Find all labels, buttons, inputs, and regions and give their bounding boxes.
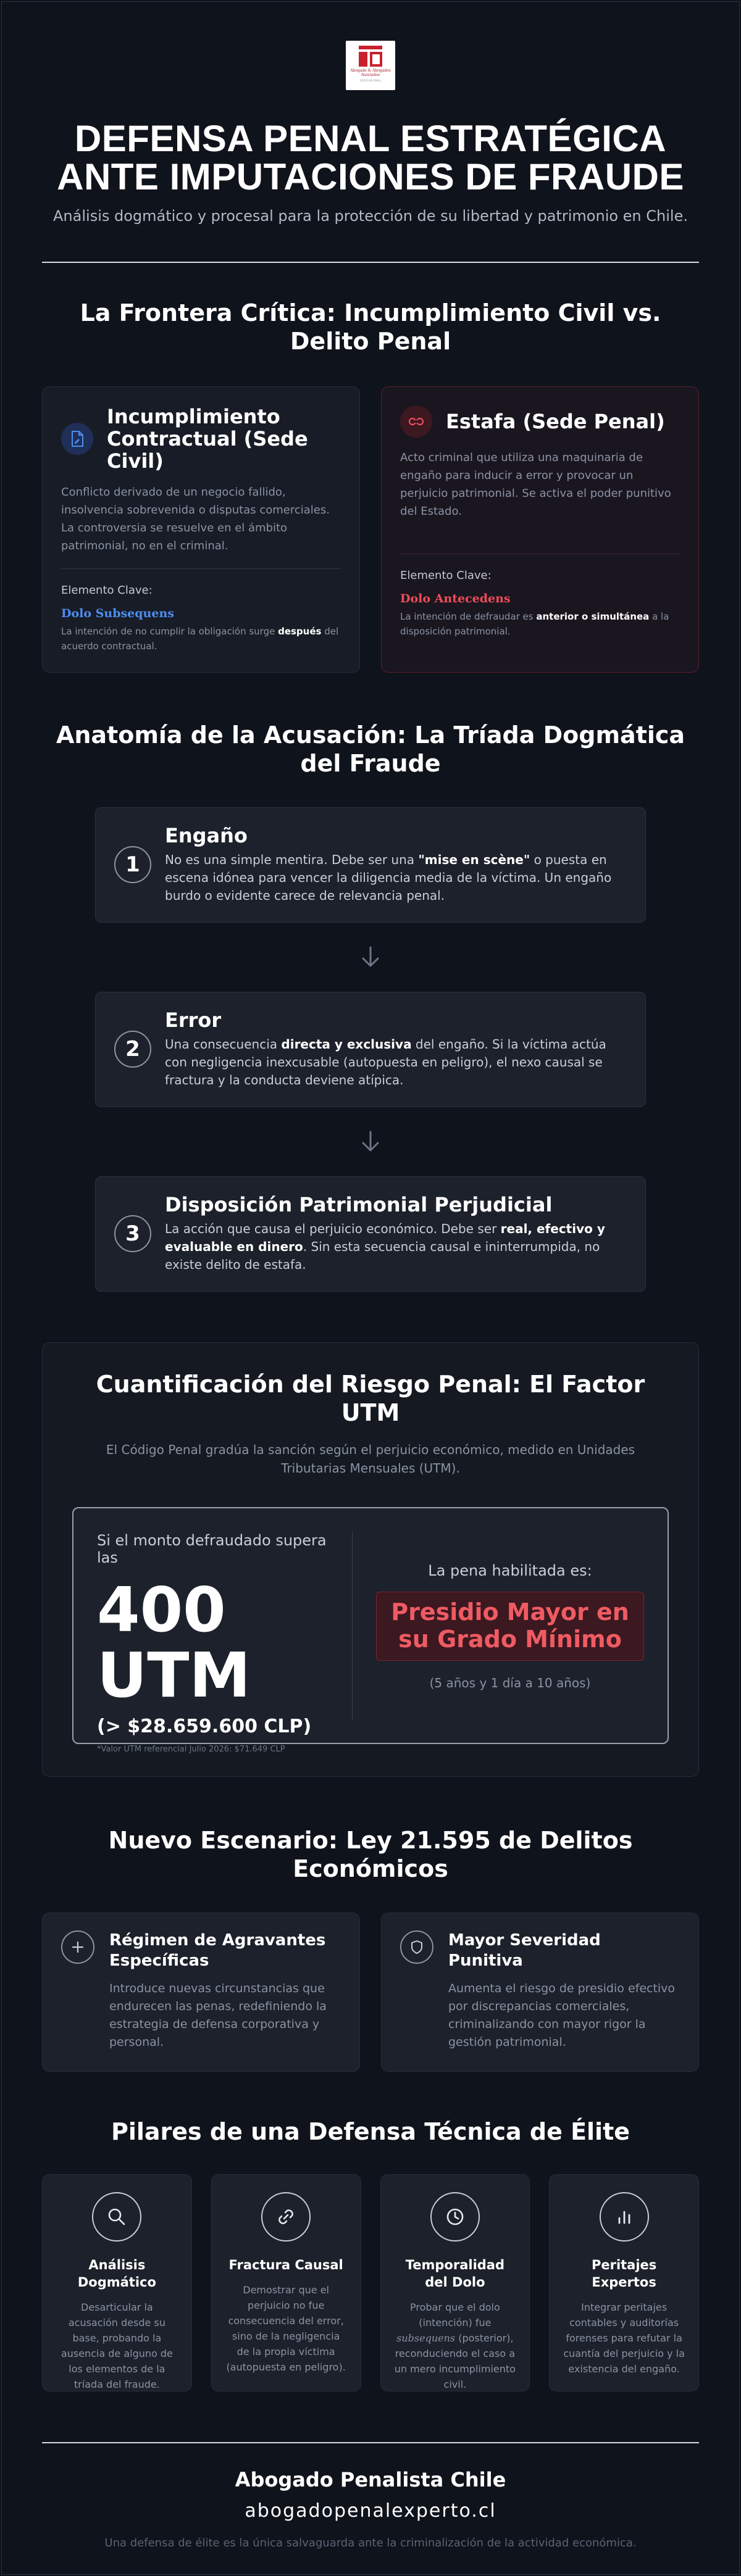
pillar-fractura [211,2174,361,2391]
page-subtitle: Análisis dogmático y procesal para la protección de su libertad y patrimonio en Chile. [53,207,688,225]
frontier-cards [42,386,699,673]
shield-icon [400,1930,433,1964]
civil-key-name: Dolo Subsequens [61,607,174,620]
frontier-title: La Frontera Crítica: Incumplimiento Civil vs. Delito Penal [80,299,661,355]
utm-title: Cuantificación del Riesgo Penal: El Factor UTM [96,1371,645,1426]
page-title: DEFENSA PENAL ESTRATÉGICA ANTE IMPUTACIONES DE FRAUDE [57,118,684,197]
triad-steps [42,807,699,1292]
pillar-peritajes [549,2174,699,2391]
footer-divider [42,2442,699,2443]
step-description: La acción que causa el perjuicio económico. Debe ser real, efectivo y evaluable en dinero. Sin esta secuencia causal e ininterrumpida, no existe delito de estafa. [165,1221,605,1272]
step-title: Error [165,1008,222,1032]
penal-card [381,386,699,673]
law-title: Nuevo Escenario: Ley 21.595 de Delitos Económicos [108,1827,633,1882]
document-icon [61,423,93,455]
civil-key-label: Elemento Clave: [61,584,153,597]
law-card-title: Mayor Severidad Punitiva [448,1931,601,1970]
triad-title: Anatomía de la Acusación: La Tríada Dogmática del Fraude [56,721,685,777]
step-number: 2 [114,1031,151,1068]
penal-card-description: Acto criminal que utiliza una maquinaria de engaño para inducir a error y provocar un perjuicio patrimonial. Se activa el poder punitivo del Estado. [400,451,671,518]
utm-subtitle: El Código Penal gradúa la sanción según el perjuicio económico, medido en Unidades Tributarias Mensuales (UTM). [106,1442,635,1476]
pillar-description: Demostrar que el perjuicio no fue consecuencia del error, sino de la negligencia de la propia víctima (autopuesta en peligro). [226,2284,346,2373]
law-card-title: Régimen de Agravantes Específicas [109,1931,326,1970]
penalty-range: (5 años y 1 día a 10 años) [429,1676,591,1690]
utm-threshold-box [72,1507,669,1754]
utm-footnote: *Valor UTM referencial Julio 2026: $71.649 CLP [97,1745,285,1754]
firm-logo [346,41,395,90]
pillar-analisis [42,2174,192,2391]
penal-card-title: Estafa (Sede Penal) [446,410,665,433]
link-icon [261,2192,311,2242]
pillar-title: Peritajes Expertos [591,2258,657,2290]
penal-key-description: La intención de defraudar es anterior o simultánea a la disposición patrimonial. [400,611,669,637]
civil-card-description: Conflicto derivado de un negocio fallido, insolvencia sobrevenida o disputas comerciales. La controversia se resuelve en el ámbito patrimonial, no en el criminal. [61,486,330,552]
penal-key-label: Elemento Clave: [400,569,492,582]
pillar-title: Fractura Causal [228,2258,343,2272]
step-title: Engaño [165,824,248,847]
arrow-down-icon [42,1107,699,1176]
civil-card [42,386,360,673]
footer-website-link[interactable]: abogadopenalexperto.cl [245,2500,496,2522]
utm-panel [42,1342,699,1777]
step-title: Disposición Patrimonial Perjudicial [165,1193,553,1216]
plus-icon [61,1930,94,1964]
clock-icon [430,2192,480,2242]
law-card-description: Aumenta el riesgo de presidio efectivo por discrepancias comerciales, criminalizando con mayor rigor la gestión patrimonial. [448,1982,676,2049]
footer-tagline: Una defensa de élite es la única salvaguarda ante la criminalización de la actividad económica. [104,2537,637,2549]
law-card-agravantes [42,1913,360,2072]
pillar-description: Integrar peritajes contables y auditorías forenses para refutar la cuantía del perjuicio y la existencia del engaño. [563,2301,685,2375]
pillars-title: Pilares de una Defensa Técnica de Élite [111,2118,630,2145]
step-description: No es una simple mentira. Debe ser una "mise en scène" o puesta en escena idónea para vencer la diligencia media de la víctima. Un engaño burdo o evidente carece de relevancia penal. [165,852,612,903]
penalty-label: La pena habilitada es: [428,1562,592,1579]
triad-step-error [95,992,646,1107]
pillar-temporalidad [380,2174,530,2391]
logo-text: Abogado & Abogados Asociados [350,69,391,77]
footer-brand: Abogado Penalista Chile [235,2468,506,2491]
step-number: 1 [114,846,151,883]
law-card-severidad [381,1913,699,2072]
pillar-title: Temporalidad del Dolo [405,2258,505,2290]
penalty-badge: Presidio Mayor en su Grado Mínimo [376,1592,644,1661]
penal-key-name: Dolo Antecedens [400,592,511,605]
handcuffs-icon [400,405,432,438]
utm-clp-amount: (> $28.659.600 CLP) [97,1716,312,1737]
bar-chart-icon [600,2192,649,2242]
law-card-description: Introduce nuevas circunstancias que endurecen las penas, redefiniendo la estrategia de defensa corporativa y personal. [109,1982,327,2049]
logo-subtext: DERECHO PENAL [359,78,382,82]
utm-amount: 400 UTM [97,1574,251,1711]
header-divider [42,262,699,263]
step-description: Una consecuencia directa y exclusiva del engaño. Si la víctima actúa con negligencia inexcusable (autopuesta en peligro), el nexo causal se fractura y la conducta deviene atípica. [165,1037,606,1087]
triad-step-engano [95,807,646,923]
arrow-down-icon [42,923,699,992]
civil-key-description: La intención de no cumplir la obligación surge después del acuerdo contractual. [61,626,339,652]
pillar-title: Análisis Dogmático [77,2258,156,2290]
law-cards [42,1913,699,2072]
search-icon [92,2192,141,2242]
triad-step-disposicion [95,1176,646,1292]
civil-card-title: Incumplimiento Contractual (Sede Civil) [107,405,308,473]
step-number: 3 [114,1215,151,1252]
utm-condition-label: Si el monto defraudado supera las [97,1532,327,1566]
pillar-description: Probar que el dolo (intención) fue subsequens (posterior), reconduciendo el caso a un mero incumplimiento civil. [394,2301,516,2390]
pillars-grid [42,2174,699,2391]
footer [42,2468,699,2549]
pillar-description: Desarticular la acusación desde su base, probando la ausencia de alguno de los elementos de la tríada del fraude. [61,2301,173,2390]
